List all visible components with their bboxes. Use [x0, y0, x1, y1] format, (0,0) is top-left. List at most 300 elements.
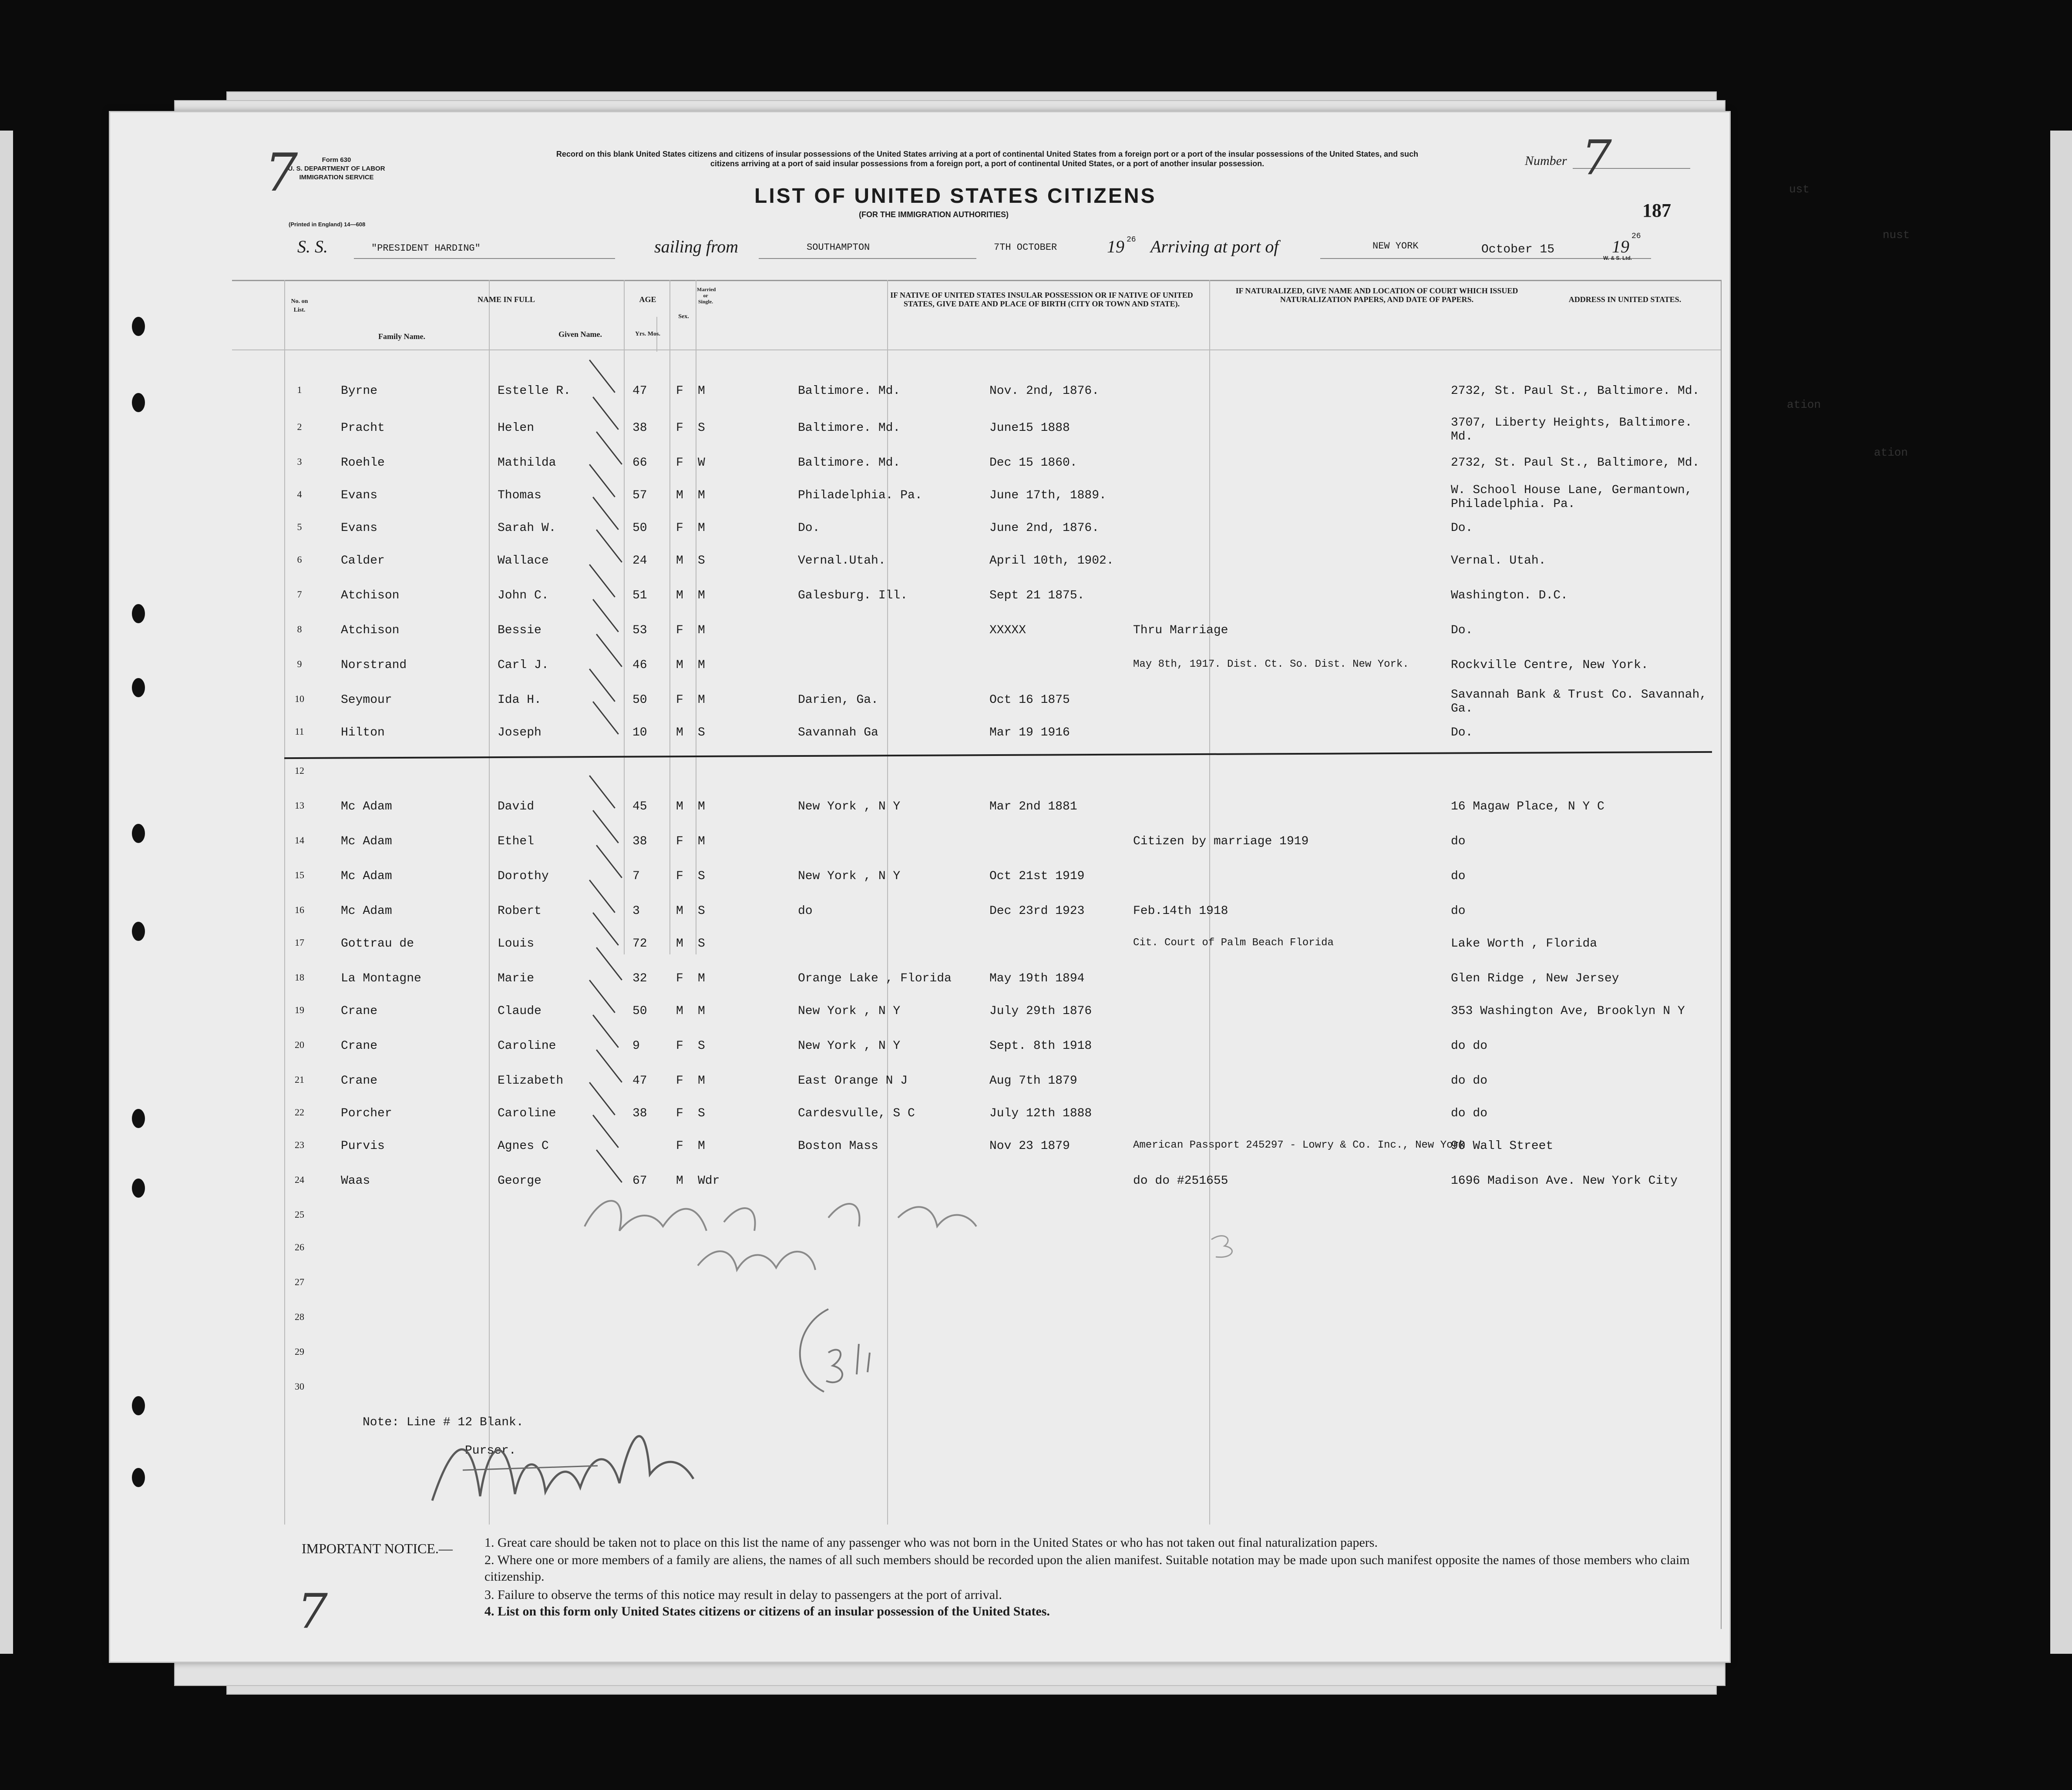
row-no: 24	[295, 1174, 304, 1185]
row-date: XXXXX	[989, 624, 1026, 637]
col-divider-naturalized	[1209, 280, 1210, 1525]
row-ms: S	[698, 904, 705, 918]
header-naturalized: IF NATURALIZED, GIVE NAME AND LOCATION OF COURT WHICH ISSUED NATURALIZATION PAPERS, AND DATE OF PAPERS.	[1235, 286, 1518, 304]
row-ms: S	[698, 421, 705, 435]
row-sex: F	[676, 693, 683, 707]
row-addr: Do.	[1451, 726, 1473, 739]
row-ms: M	[698, 589, 705, 602]
row-place: Philadelphia. Pa.	[798, 489, 922, 502]
printer-mark: W. & S. Ltd.	[1603, 255, 1632, 261]
row-given: Marie	[498, 972, 535, 985]
punch-hole	[132, 604, 145, 623]
check-mark	[589, 464, 616, 497]
row-addr: Do.	[1451, 521, 1473, 535]
row-sex: M	[676, 1174, 683, 1188]
row-no: 11	[295, 726, 304, 737]
col-divider-age	[624, 280, 625, 954]
row-sex: M	[676, 800, 683, 813]
row-no: 15	[295, 870, 304, 880]
row-sex: M	[676, 726, 683, 739]
row-given: Ethel	[498, 835, 535, 848]
row-no: 7	[297, 589, 302, 600]
row-given: David	[498, 800, 535, 813]
row-ms: S	[698, 870, 705, 883]
row-ms: M	[698, 972, 705, 985]
punch-hole	[132, 1468, 145, 1487]
row-no: 12	[295, 765, 304, 776]
row-age: 50	[632, 521, 647, 535]
row-place: Vernal.Utah.	[798, 554, 886, 568]
right-fragment-1: ust	[1789, 183, 1810, 196]
row-ms: M	[698, 835, 705, 848]
record-instructions: Record on this blank United States citizens and citizens of insular possessions of the United States arriving at a port of continental United States from a foreign port or a port of the insular possessions of the United States, and such citizens arriving at a port of said insular possessions from a foreign port, a port of continental United States, or a port of another insular possession.	[556, 150, 1419, 168]
row-date: May 19th 1894	[989, 972, 1085, 985]
row-age: 32	[632, 972, 647, 985]
row-date: June15 1888	[989, 421, 1070, 435]
check-mark	[592, 599, 619, 632]
row-given: Helen	[498, 421, 535, 435]
note-line: Note: Line # 12 Blank.	[363, 1416, 524, 1429]
row-family: Norstrand	[341, 658, 407, 672]
row-no: 3	[297, 456, 302, 467]
row-sex: F	[676, 1074, 683, 1088]
row-place: Darien, Ga.	[798, 693, 878, 707]
row-age: 66	[632, 456, 647, 470]
sailing-from-value: SOUTHAMPTON	[807, 242, 870, 253]
notice-item-1: 1. Great care should be taken not to place on this list the name of any passenger who was not born in the United States or who has not taken out final naturalization papers.	[484, 1535, 1378, 1550]
row-given: Wallace	[498, 554, 549, 568]
row-no: 6	[297, 554, 302, 565]
row-age: 47	[632, 1074, 647, 1088]
header-no: No. on List.	[291, 298, 308, 313]
punch-hole	[132, 393, 145, 412]
arrival-year-suffix: 26	[1631, 232, 1641, 241]
check-mark	[592, 810, 619, 843]
row-ms: S	[698, 1107, 705, 1120]
row-date: Nov. 2nd, 1876.	[989, 384, 1100, 398]
notice-item-3: 3. Failure to observe the terms of this notice may result in delay to passengers at the port of arrival.	[484, 1588, 1002, 1602]
row-sex: F	[676, 835, 683, 848]
row-date: Aug 7th 1879	[989, 1074, 1077, 1088]
row-no: 5	[297, 521, 302, 532]
check-mark	[596, 529, 622, 563]
row-sex: F	[676, 870, 683, 883]
row-ms: M	[698, 624, 705, 637]
row-nat: Thru Marriage	[1133, 624, 1228, 637]
row-place: East Orange N J	[798, 1074, 908, 1088]
row-addr: 1696 Madison Ave. New York City	[1451, 1174, 1678, 1188]
row-family: Gottrau de	[341, 937, 414, 950]
row-addr: do	[1451, 870, 1466, 883]
row-ms: S	[698, 937, 705, 950]
row-date: Sept 21 1875.	[989, 589, 1085, 602]
inspector-scrawl	[567, 1174, 1046, 1287]
ss-label: S. S.	[297, 237, 328, 256]
row-given: Agnes C	[498, 1139, 549, 1153]
row-ms: S	[698, 726, 705, 739]
row-date: April 10th, 1902.	[989, 554, 1114, 568]
purser-signature	[415, 1400, 720, 1514]
row-family: Crane	[341, 1039, 378, 1053]
notice-item-4: 4. List on this form only United States citizens or citizens of an insular possession of the United States.	[484, 1604, 1050, 1619]
sail-year-suffix: 26	[1127, 235, 1136, 244]
row-family: Roehle	[341, 456, 385, 470]
row-addr: 90 Wall Street	[1451, 1139, 1554, 1153]
row-no: 9	[297, 658, 302, 669]
arrival-date: October 15	[1481, 243, 1555, 256]
row-family: Hilton	[341, 726, 385, 739]
row-given: Robert	[498, 904, 542, 918]
row-family: Seymour	[341, 693, 392, 707]
row-age: 46	[632, 658, 647, 672]
sailing-from-underline	[759, 258, 976, 259]
check-mark	[589, 1082, 616, 1115]
row-no: 19	[295, 1004, 304, 1015]
header-family-name: Family Name.	[378, 332, 425, 341]
col-divider-no	[284, 280, 285, 1525]
row-addr: 2732, St. Paul St., Baltimore, Md.	[1451, 456, 1700, 470]
row-family: Byrne	[341, 384, 378, 398]
row-sex: F	[676, 972, 683, 985]
ship-underline	[354, 258, 615, 259]
row-age: 38	[632, 835, 647, 848]
row-nat: Citizen by marriage 1919	[1133, 835, 1309, 848]
row-no: 29	[295, 1346, 304, 1357]
row-place: Galesburg. Ill.	[798, 589, 908, 602]
row-no: 13	[295, 800, 304, 811]
punch-hole	[132, 317, 145, 336]
row-age: 50	[632, 693, 647, 707]
row-no: 18	[295, 972, 304, 983]
punch-hole	[132, 1396, 145, 1415]
row-sex: F	[676, 421, 683, 435]
row-given: Claude	[498, 1004, 542, 1018]
row-place: do	[798, 904, 813, 918]
row-no: 10	[295, 693, 304, 704]
check-mark	[596, 634, 622, 667]
row-given: Estelle R.	[498, 384, 571, 398]
row-age: 9	[632, 1039, 640, 1053]
row-sex: F	[676, 384, 683, 398]
row-given: Thomas	[498, 489, 542, 502]
row-sex: M	[676, 658, 683, 672]
check-mark	[589, 880, 616, 913]
row-place: New York , N Y	[798, 1004, 901, 1018]
check-mark	[596, 947, 622, 981]
row-given: Elizabeth	[498, 1074, 564, 1088]
col-divider-sex	[669, 280, 670, 954]
form-number: Form 630	[322, 156, 351, 164]
row-sex: M	[676, 904, 683, 918]
notice-label: IMPORTANT NOTICE.—	[302, 1541, 453, 1556]
handwritten-mark-top: 7	[265, 143, 298, 203]
row-addr: do do	[1451, 1039, 1488, 1053]
row-date: Dec 15 1860.	[989, 456, 1077, 470]
row-sex: M	[676, 489, 683, 502]
row-ms: M	[698, 658, 705, 672]
row-given: Caroline	[498, 1039, 556, 1053]
check-mark	[592, 912, 619, 946]
row-place: Baltimore. Md.	[798, 384, 901, 398]
row-family: Evans	[341, 521, 378, 535]
handwritten-mark-bottom: 7	[297, 1583, 328, 1639]
row-no: 4	[297, 489, 302, 500]
row-given: Dorothy	[498, 870, 549, 883]
row-date: June 2nd, 1876.	[989, 521, 1100, 535]
circled-mark	[776, 1300, 889, 1405]
row-age: 72	[632, 937, 647, 950]
row-age: 47	[632, 384, 647, 398]
punch-hole	[132, 1179, 145, 1198]
list-subtitle: (FOR THE IMMIGRATION AUTHORITIES)	[859, 210, 1009, 219]
row-age: 3	[632, 904, 640, 918]
header-native: IF NATIVE OF UNITED STATES INSULAR POSSESSION OR IF NATIVE OF UNITED STATES, GIVE DATE AND PLACE OF BIRTH (CITY OR TOWN AND STATE).	[890, 291, 1193, 308]
row-date: Oct 21st 1919	[989, 870, 1085, 883]
row-family: Mc Adam	[341, 904, 392, 918]
sail-date: 7TH OCTOBER	[994, 242, 1057, 253]
row-age: 53	[632, 624, 647, 637]
row-place: New York , N Y	[798, 870, 901, 883]
ship-name: "PRESIDENT HARDING"	[371, 243, 481, 254]
header-given-name: Given Name.	[558, 330, 602, 339]
row-sex: F	[676, 521, 683, 535]
row-place: Do.	[798, 521, 820, 535]
row-given: Caroline	[498, 1107, 556, 1120]
row-date: Sept. 8th 1918	[989, 1039, 1092, 1053]
check-mark	[596, 431, 622, 465]
row-family: Mc Adam	[341, 835, 392, 848]
row-ms: S	[698, 1039, 705, 1053]
check-mark	[589, 980, 616, 1013]
row-family: Waas	[341, 1174, 370, 1188]
header-married: Married or Single.	[697, 286, 716, 305]
right-fragment-3: ation	[1787, 398, 1821, 411]
row-addr: Do.	[1451, 624, 1473, 637]
row-given: Carl J.	[498, 658, 549, 672]
row-addr: do do	[1451, 1074, 1488, 1088]
punch-hole	[132, 922, 145, 941]
col-divider-name	[489, 280, 490, 1525]
check-mark	[592, 1115, 619, 1148]
check-mark	[589, 668, 616, 702]
row-addr: do	[1451, 835, 1466, 848]
row-ms: M	[698, 489, 705, 502]
row-family: Atchison	[341, 589, 400, 602]
check-mark	[592, 396, 619, 430]
department-name: U. S. DEPARTMENT OF LABOR	[288, 165, 385, 172]
row-sex: F	[676, 624, 683, 637]
row-place: Baltimore. Md.	[798, 421, 901, 435]
header-age: AGE	[639, 295, 656, 304]
row-ms: M	[698, 1074, 705, 1088]
row-no: 28	[295, 1311, 304, 1322]
table-header-rule	[232, 349, 1721, 350]
row-no: 22	[295, 1107, 304, 1118]
check-mark	[589, 359, 616, 393]
number-value: 7	[1581, 130, 1612, 185]
row-addr: Savannah Bank & Trust Co. Savannah, Ga.	[1451, 688, 1707, 715]
row-no: 27	[295, 1276, 304, 1287]
punch-hole	[132, 1109, 145, 1128]
row-age: 51	[632, 589, 647, 602]
row-place: Orange Lake , Florida	[798, 972, 952, 985]
row-addr: do do	[1451, 1107, 1488, 1120]
pencil-squiggle	[1203, 1226, 1255, 1261]
row-no: 21	[295, 1074, 304, 1085]
row-family: La Montagne	[341, 972, 421, 985]
row-family: Purvis	[341, 1139, 385, 1153]
row-addr: 16 Magaw Place, N Y C	[1451, 800, 1604, 813]
row-ms: W	[698, 456, 705, 470]
row-ms: M	[698, 800, 705, 813]
service-name: IMMIGRATION SERVICE	[299, 174, 374, 181]
row-no: 23	[295, 1139, 304, 1150]
row-family: Mc Adam	[341, 800, 392, 813]
row-age: 38	[632, 421, 647, 435]
row-sex: M	[676, 554, 683, 568]
notice-item-2: 2. Where one or more members of a family are aliens, the names of all such members should be recorded upon the alien manifest. Suitable notation may be made upon such manifest opposite the names of those members who claim citizenship.	[484, 1553, 1690, 1584]
check-mark	[589, 564, 616, 598]
row-sex: M	[676, 589, 683, 602]
row-sex: F	[676, 1107, 683, 1120]
row-no: 25	[295, 1209, 304, 1220]
row-date: June 17th, 1889.	[989, 489, 1107, 502]
row-given: Ida H.	[498, 693, 542, 707]
table-right-edge	[1721, 280, 1722, 1629]
row-given: Bessie	[498, 624, 542, 637]
row-age: 10	[632, 726, 647, 739]
row-nat: May 8th, 1917. Dist. Ct. So. Dist. New York.	[1133, 658, 1409, 670]
row-addr: do	[1451, 904, 1466, 918]
row-place: New York , N Y	[798, 1039, 901, 1053]
row-ms: Wdr	[698, 1174, 720, 1188]
arriving-underline	[1320, 258, 1651, 259]
right-edge-strip	[2050, 131, 2072, 1654]
row-sex: F	[676, 1039, 683, 1053]
row-age: 7	[632, 870, 640, 883]
arrival-year-prefix: 19	[1612, 237, 1629, 256]
row-addr: Washington. D.C.	[1451, 589, 1568, 602]
row-addr: 2732, St. Paul St., Baltimore. Md.	[1451, 384, 1700, 398]
row-no: 20	[295, 1039, 304, 1050]
row-no: 16	[295, 904, 304, 915]
row-family: Calder	[341, 554, 385, 568]
check-mark	[592, 701, 619, 735]
row-date: Mar 2nd 1881	[989, 800, 1077, 813]
row-ms: M	[698, 1139, 705, 1153]
row-place: New York , N Y	[798, 800, 901, 813]
purser-label: Purser.	[465, 1444, 516, 1458]
header-age-sub: Yrs. Mos.	[635, 331, 660, 337]
row-ms: S	[698, 554, 705, 568]
row-date: July 12th 1888	[989, 1107, 1092, 1120]
row-given: George	[498, 1174, 542, 1188]
row-age: 24	[632, 554, 647, 568]
row-given: Louis	[498, 937, 535, 950]
row-no: 1	[297, 384, 302, 395]
row-place: Baltimore. Md.	[798, 456, 901, 470]
row-addr: Rockville Centre, New York.	[1451, 658, 1648, 672]
row-sex: M	[676, 937, 683, 950]
row-place: Savannah Ga	[798, 726, 878, 739]
sail-year-prefix: 19	[1107, 237, 1124, 256]
row-age: 50	[632, 1004, 647, 1018]
row-ms: M	[698, 693, 705, 707]
row-family: Evans	[341, 489, 378, 502]
row-given: Sarah W.	[498, 521, 556, 535]
row-given: Mathilda	[498, 456, 556, 470]
left-edge-strip	[0, 131, 13, 1654]
row-nat: Cit. Court of Palm Beach Florida	[1133, 937, 1334, 949]
row-addr: Lake Worth , Florida	[1451, 937, 1598, 950]
row-no: 8	[297, 624, 302, 635]
row-ms: M	[698, 1004, 705, 1018]
right-fragment-4: ation	[1874, 446, 1908, 459]
row-age: 67	[632, 1174, 647, 1188]
row-addr: Glen Ridge , New Jersey	[1451, 972, 1619, 985]
row-family: Mc Adam	[341, 870, 392, 883]
number-label: Number	[1525, 154, 1567, 168]
punch-hole	[132, 678, 145, 697]
blank-line-divider	[284, 751, 1712, 759]
row-family: Atchison	[341, 624, 400, 637]
row-date: July 29th 1876	[989, 1004, 1092, 1018]
check-mark	[592, 497, 619, 530]
row-date: Mar 19 1916	[989, 726, 1070, 739]
row-family: Porcher	[341, 1107, 392, 1120]
header-address: ADDRESS IN UNITED STATES.	[1568, 295, 1682, 304]
check-mark	[596, 1049, 622, 1083]
row-no: 26	[295, 1242, 304, 1253]
manifest-sheet	[109, 111, 1731, 1663]
row-nat: do do #251655	[1133, 1174, 1228, 1188]
header-name-in-full: NAME IN FULL	[477, 295, 535, 304]
row-age: 45	[632, 800, 647, 813]
row-addr: W. School House Lane, Germantown, Philadelphia. Pa.	[1451, 484, 1692, 511]
page-number: 187	[1642, 200, 1671, 221]
table-top-rule	[232, 280, 1721, 281]
row-addr: 353 Washington Ave, Brooklyn N Y	[1451, 1004, 1685, 1018]
check-mark	[592, 1014, 619, 1048]
row-no: 2	[297, 421, 302, 432]
row-date: Nov 23 1879	[989, 1139, 1070, 1153]
row-family: Pracht	[341, 421, 385, 435]
list-title: LIST OF UNITED STATES CITIZENS	[754, 185, 1157, 208]
row-no: 14	[295, 835, 304, 846]
punch-hole	[132, 824, 145, 843]
row-ms: M	[698, 521, 705, 535]
row-place: Boston Mass	[798, 1139, 878, 1153]
arriving-port: NEW YORK	[1372, 241, 1419, 252]
row-addr: Vernal. Utah.	[1451, 554, 1546, 568]
row-sex: F	[676, 1139, 683, 1153]
row-place: Cardesvulle, S C	[798, 1107, 915, 1120]
right-fragment-2: nust	[1883, 228, 1910, 242]
check-mark	[596, 845, 622, 878]
row-no: 30	[295, 1381, 304, 1392]
row-family: Crane	[341, 1074, 378, 1088]
row-given: John C.	[498, 589, 549, 602]
row-addr: 3707, Liberty Heights, Baltimore. Md.	[1451, 416, 1692, 443]
row-date: Dec 23rd 1923	[989, 904, 1085, 918]
row-no: 17	[295, 937, 304, 948]
printed-in-note: (Printed in England) 14—608	[289, 221, 366, 228]
row-nat: Feb.14th 1918	[1133, 904, 1228, 918]
row-sex: M	[676, 1004, 683, 1018]
header-sex: Sex.	[678, 313, 689, 320]
check-mark	[589, 775, 616, 809]
arriving-label: Arriving at port of	[1150, 237, 1279, 256]
